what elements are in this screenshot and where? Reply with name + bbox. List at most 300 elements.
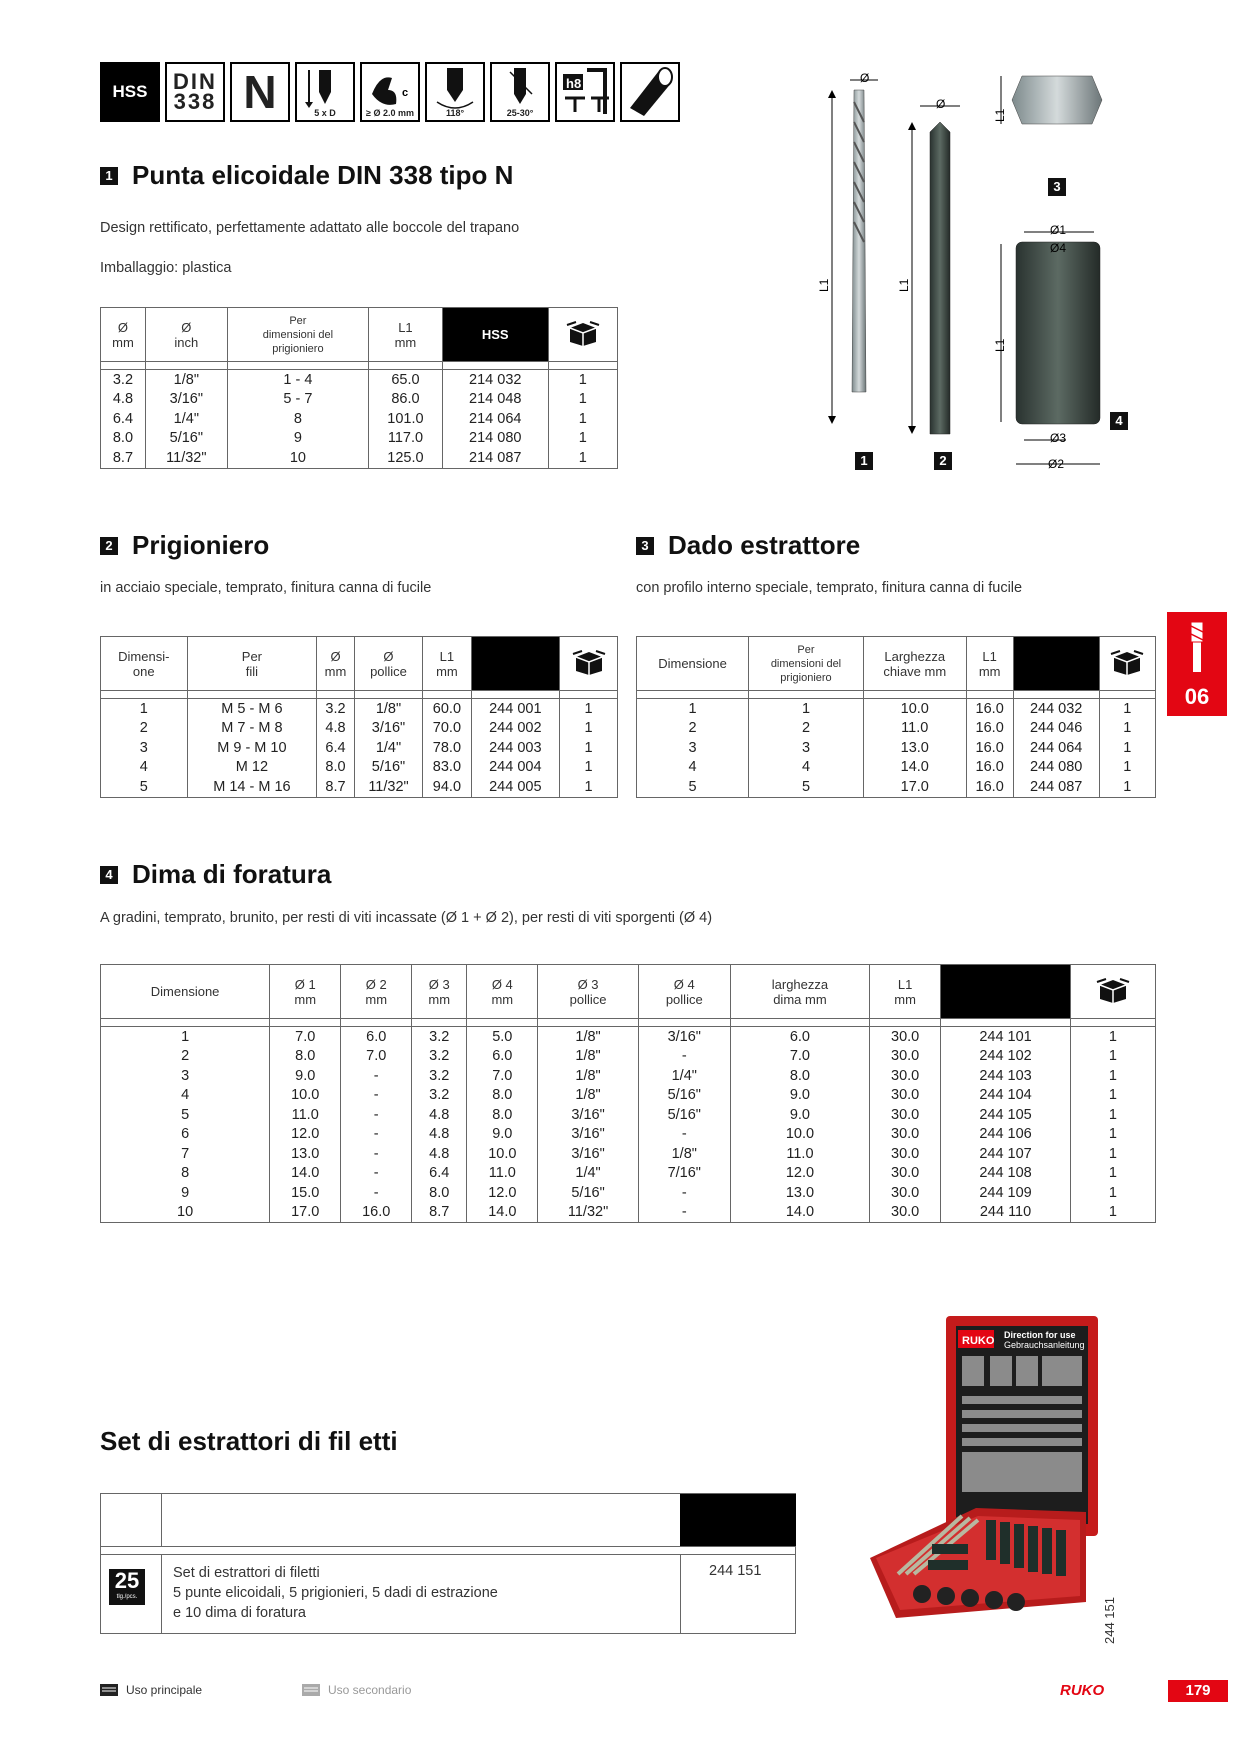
section4-cell: 9 bbox=[101, 1183, 270, 1203]
set-line-2: 5 punte elicoidali, 5 prigionieri, 5 dadi di estrazione bbox=[173, 1585, 498, 1601]
section1-cell: 86.0 bbox=[369, 390, 443, 410]
section2-cell: 1/8" bbox=[354, 699, 422, 719]
table-row bbox=[101, 1203, 1156, 1223]
set-case-photo bbox=[866, 1312, 1117, 1644]
section3-cell: 1 bbox=[637, 699, 749, 719]
set-table-header bbox=[100, 1493, 796, 1547]
section3-cell: 16.0 bbox=[966, 758, 1013, 778]
footer-brand: RUKO bbox=[1060, 1682, 1105, 1699]
section2-header-6 bbox=[560, 637, 618, 691]
section2-cell: 1/4" bbox=[354, 738, 422, 758]
table-row bbox=[101, 777, 618, 797]
primary-use-label: Uso principale bbox=[126, 1683, 203, 1697]
section3-cell: 1 bbox=[1099, 699, 1155, 719]
section4-cell: - bbox=[341, 1066, 412, 1086]
section1-packaging: Imballaggio: plastica bbox=[100, 260, 232, 276]
section4-cell: 244 109 bbox=[941, 1183, 1071, 1203]
section4-cell: 4.8 bbox=[412, 1144, 467, 1164]
section2-cell: 244 002 bbox=[471, 719, 559, 739]
section1-header-1: Ø inch bbox=[145, 308, 227, 362]
section4-cell: - bbox=[341, 1105, 412, 1125]
section1-cell: 8.0 bbox=[101, 429, 146, 449]
section2-cell: 1 bbox=[560, 738, 618, 758]
type-n-label: N bbox=[243, 66, 277, 118]
section4-cell: 3.2 bbox=[412, 1027, 467, 1047]
section4-table bbox=[100, 964, 1156, 1223]
table-row bbox=[101, 1183, 1156, 1203]
section2-cell: 1 bbox=[560, 719, 618, 739]
section4-cell: 1 bbox=[101, 1027, 270, 1047]
section4-cell: - bbox=[638, 1203, 730, 1223]
section4-cell: 1 bbox=[1070, 1105, 1155, 1125]
section2-title-text: Prigioniero bbox=[132, 530, 270, 560]
diameter-caption: ≥ Ø 2.0 mm bbox=[366, 108, 414, 118]
section4-cell: 30.0 bbox=[870, 1047, 941, 1067]
drill-diameter-label: Ø bbox=[860, 71, 870, 85]
section4-cell: 8.0 bbox=[412, 1183, 467, 1203]
drill-diameter-icon bbox=[360, 62, 420, 122]
section2-cell: 2 bbox=[101, 719, 188, 739]
section4-cell: 1 bbox=[1070, 1125, 1155, 1145]
section4-cell: 244 107 bbox=[941, 1144, 1071, 1164]
section4-title-text: Dima di foratura bbox=[132, 859, 332, 889]
section2-cell: M 9 - M 10 bbox=[187, 738, 317, 758]
section4-cell: 1 bbox=[1070, 1203, 1155, 1223]
section4-cell: 12.0 bbox=[467, 1183, 538, 1203]
section4-cell: 6.0 bbox=[341, 1027, 412, 1047]
extractor-nut-image bbox=[1012, 76, 1102, 124]
section3-cell: 3 bbox=[749, 738, 864, 758]
chapter-tab[interactable] bbox=[1167, 612, 1227, 716]
section3-cell: 16.0 bbox=[966, 699, 1013, 719]
section4-cell: 13.0 bbox=[730, 1183, 869, 1203]
section4-cell: 8.0 bbox=[730, 1066, 869, 1086]
section4-cell: 1 bbox=[1070, 1086, 1155, 1106]
hss-label: HSS bbox=[112, 82, 148, 101]
section1-cell: 10 bbox=[227, 448, 368, 468]
section4-cell: 3/16" bbox=[638, 1027, 730, 1047]
section2-header-5 bbox=[471, 637, 559, 691]
section2-header-4: L1 mm bbox=[423, 637, 471, 691]
section4-cell: 244 101 bbox=[941, 1027, 1071, 1047]
section2-description: in acciaio speciale, temprato, finitura canna di fucile bbox=[100, 580, 432, 596]
section4-cell: 7.0 bbox=[467, 1066, 538, 1086]
section4-cell: 1 bbox=[1070, 1183, 1155, 1203]
section3-number: 3 bbox=[636, 537, 654, 555]
section4-cell: 30.0 bbox=[870, 1183, 941, 1203]
table-row bbox=[101, 1125, 1156, 1145]
section4-cell: 9.0 bbox=[467, 1125, 538, 1145]
section4-cell: - bbox=[638, 1183, 730, 1203]
product-diagram bbox=[817, 62, 1150, 482]
section1-cell: 4.8 bbox=[101, 390, 146, 410]
section3-cell: 5 bbox=[637, 777, 749, 797]
type-n-icon bbox=[230, 62, 290, 122]
section1-cell: 117.0 bbox=[369, 429, 443, 449]
photo-code: 244 151 bbox=[1102, 1597, 1117, 1644]
section1-cell: 1/4" bbox=[145, 409, 227, 429]
tolerance-label: h8 bbox=[566, 76, 582, 91]
section2-header-3: Ø pollice bbox=[354, 637, 422, 691]
section1-header-3: L1 mm bbox=[369, 308, 443, 362]
section4-header-10 bbox=[1070, 965, 1155, 1019]
section4-cell: 5/16" bbox=[538, 1183, 638, 1203]
section1-table bbox=[100, 307, 618, 469]
d2-label: Ø2 bbox=[1048, 457, 1065, 471]
section3-cell: 4 bbox=[749, 758, 864, 778]
section4-cell: 12.0 bbox=[730, 1164, 869, 1184]
section4-cell: - bbox=[638, 1047, 730, 1067]
section4-cell: 15.0 bbox=[270, 1183, 341, 1203]
table-row bbox=[101, 429, 618, 449]
package-icon bbox=[1110, 649, 1144, 675]
section2-cell: M 5 - M 6 bbox=[187, 699, 317, 719]
section3-cell: 11.0 bbox=[863, 719, 966, 739]
section2-cell: 244 005 bbox=[471, 777, 559, 797]
section1-cell: 214 048 bbox=[442, 390, 548, 410]
section4-header-2: Ø 2 mm bbox=[341, 965, 412, 1019]
round-shank-icon bbox=[620, 62, 680, 122]
set-table-row bbox=[100, 1554, 796, 1634]
set-title bbox=[100, 1426, 398, 1457]
section4-cell: 12.0 bbox=[270, 1125, 341, 1145]
section4-header-0: Dimensione bbox=[101, 965, 270, 1019]
section3-header-4 bbox=[1013, 637, 1099, 691]
section4-cell: 30.0 bbox=[870, 1066, 941, 1086]
section4-cell: 6 bbox=[101, 1125, 270, 1145]
section2-cell: 4.8 bbox=[317, 719, 355, 739]
section3-cell: 17.0 bbox=[863, 777, 966, 797]
section4-cell: 11/32" bbox=[538, 1203, 638, 1223]
section4-cell: 3/16" bbox=[538, 1144, 638, 1164]
section2-number: 2 bbox=[100, 537, 118, 555]
section2-cell: 70.0 bbox=[423, 719, 471, 739]
section4-cell: 10 bbox=[101, 1203, 270, 1223]
section2-cell: 94.0 bbox=[423, 777, 471, 797]
section4-header-7: larghezza dima mm bbox=[730, 965, 869, 1019]
din-number: 338 bbox=[173, 89, 217, 114]
table-row bbox=[101, 370, 618, 390]
section3-header-2: Larghezza chiave mm bbox=[863, 637, 966, 691]
set-title-text: Set di estrattori di fil etti bbox=[100, 1426, 398, 1456]
section1-cell: 1 bbox=[548, 409, 617, 429]
section4-cell: 9.0 bbox=[270, 1066, 341, 1086]
set-line-1: Set di estrattori di filetti bbox=[173, 1565, 320, 1581]
set-case-svg bbox=[866, 1312, 1117, 1644]
section1-cell: 1 bbox=[548, 448, 617, 468]
din-338-icon bbox=[165, 62, 225, 122]
section4-cell: 3/16" bbox=[538, 1125, 638, 1145]
section1-cell: 1 bbox=[548, 390, 617, 410]
diagram-number-2: 2 bbox=[934, 452, 952, 470]
section4-header-3: Ø 3 mm bbox=[412, 965, 467, 1019]
diameter-letter: c bbox=[402, 87, 409, 99]
section4-cell: 6.4 bbox=[412, 1164, 467, 1184]
hss-icon bbox=[100, 62, 160, 122]
section3-header-0: Dimensione bbox=[637, 637, 749, 691]
section1-cell: 9 bbox=[227, 429, 368, 449]
drill-l1-label: L1 bbox=[817, 278, 831, 292]
section3-cell: 16.0 bbox=[966, 738, 1013, 758]
section4-cell: - bbox=[341, 1183, 412, 1203]
section2-cell: 3/16" bbox=[354, 719, 422, 739]
section4-cell: 6.0 bbox=[467, 1047, 538, 1067]
angle-caption: 118° bbox=[445, 108, 465, 118]
section4-cell: 3 bbox=[101, 1066, 270, 1086]
section3-cell: 4 bbox=[637, 758, 749, 778]
pieces-unit: tlg./pcs. bbox=[116, 1594, 138, 1600]
section2-cell: 1 bbox=[560, 758, 618, 778]
section4-cell: 4 bbox=[101, 1086, 270, 1106]
section3-cell: 13.0 bbox=[863, 738, 966, 758]
section4-cell: 6.0 bbox=[730, 1027, 869, 1047]
table-row bbox=[637, 738, 1156, 758]
section3-cell: 3 bbox=[637, 738, 749, 758]
section2-cell: 6.4 bbox=[317, 738, 355, 758]
section4-cell: 7 bbox=[101, 1144, 270, 1164]
section4-cell: 244 102 bbox=[941, 1047, 1071, 1067]
stud-image bbox=[930, 122, 950, 434]
section1-cell: 214 080 bbox=[442, 429, 548, 449]
section4-cell: 8.0 bbox=[467, 1105, 538, 1125]
section4-cell: 30.0 bbox=[870, 1164, 941, 1184]
section1-cell: 3.2 bbox=[101, 370, 146, 390]
table-row bbox=[101, 699, 618, 719]
section1-header-4: HSS bbox=[442, 308, 548, 362]
section4-cell: 5.0 bbox=[467, 1027, 538, 1047]
section4-cell: 4.8 bbox=[412, 1105, 467, 1125]
package-icon bbox=[566, 320, 600, 346]
section4-cell: 9.0 bbox=[730, 1105, 869, 1125]
table-row bbox=[101, 719, 618, 739]
length-caption: 5 x D bbox=[314, 108, 336, 118]
section1-cell: 125.0 bbox=[369, 448, 443, 468]
section1-header-2: Per dimensioni del prigioniero bbox=[227, 308, 368, 362]
set-col-divider bbox=[161, 1494, 162, 1546]
section2-header-1: Per fili bbox=[187, 637, 317, 691]
section2-cell: 11/32" bbox=[354, 777, 422, 797]
table-row bbox=[101, 1066, 1156, 1086]
section4-cell: 30.0 bbox=[870, 1086, 941, 1106]
section4-cell: - bbox=[638, 1125, 730, 1145]
section3-cell: 244 064 bbox=[1013, 738, 1099, 758]
section2-cell: 3.2 bbox=[317, 699, 355, 719]
drill-length-icon bbox=[295, 62, 355, 122]
section4-cell: 10.0 bbox=[270, 1086, 341, 1106]
footer-secondary-use bbox=[302, 1682, 411, 1698]
table-row bbox=[101, 1047, 1156, 1067]
section3-cell: 14.0 bbox=[863, 758, 966, 778]
set-col-divider-3 bbox=[680, 1555, 681, 1633]
section3-table bbox=[636, 636, 1156, 798]
table-row bbox=[101, 1105, 1156, 1125]
helix-angle-icon bbox=[490, 62, 550, 122]
section4-cell: 3.2 bbox=[412, 1066, 467, 1086]
section3-cell: 2 bbox=[749, 719, 864, 739]
primary-use-icon bbox=[100, 1682, 118, 1698]
section1-cell: 11/32" bbox=[145, 448, 227, 468]
pieces-count: 25 bbox=[114, 1568, 140, 1593]
section4-cell: 1/8" bbox=[538, 1086, 638, 1106]
section1-cell: 1/8" bbox=[145, 370, 227, 390]
chapter-number: 06 bbox=[1184, 684, 1210, 709]
section1-cell: 101.0 bbox=[369, 409, 443, 429]
section4-cell: 30.0 bbox=[870, 1027, 941, 1047]
footer-primary-use bbox=[100, 1682, 202, 1698]
table-row bbox=[101, 1144, 1156, 1164]
section4-cell: 4.8 bbox=[412, 1125, 467, 1145]
section4-description: A gradini, temprato, brunito, per resti di viti incassate (Ø 1 + Ø 2), per resti di viti sporgenti (Ø 4) bbox=[100, 910, 713, 926]
section4-cell: 244 106 bbox=[941, 1125, 1071, 1145]
section2-cell: M 14 - M 16 bbox=[187, 777, 317, 797]
section4-title bbox=[100, 859, 331, 890]
section2-header-2: Ø mm bbox=[317, 637, 355, 691]
section4-cell: 30.0 bbox=[870, 1203, 941, 1223]
pieces-badge bbox=[109, 1569, 145, 1605]
drill-template-image bbox=[1016, 242, 1100, 424]
section4-cell: - bbox=[341, 1164, 412, 1184]
section4-cell: 5/16" bbox=[638, 1105, 730, 1125]
section4-cell: 16.0 bbox=[341, 1203, 412, 1223]
section4-cell: 10.0 bbox=[467, 1144, 538, 1164]
section4-cell: 1/8" bbox=[638, 1144, 730, 1164]
section4-cell: 14.0 bbox=[730, 1203, 869, 1223]
round-shank-svg bbox=[622, 64, 678, 120]
section2-cell: 8.0 bbox=[317, 758, 355, 778]
section3-cell: 16.0 bbox=[966, 777, 1013, 797]
section4-cell: 244 104 bbox=[941, 1086, 1071, 1106]
section4-cell: 1 bbox=[1070, 1027, 1155, 1047]
section4-cell: 7.0 bbox=[270, 1027, 341, 1047]
section1-number: 1 bbox=[100, 167, 118, 185]
section1-cell: 5/16" bbox=[145, 429, 227, 449]
section1-cell: 1 - 4 bbox=[227, 370, 368, 390]
section2-cell: 244 004 bbox=[471, 758, 559, 778]
section2-cell: 5/16" bbox=[354, 758, 422, 778]
section4-cell: 1 bbox=[1070, 1047, 1155, 1067]
section4-cell: 1/8" bbox=[538, 1047, 638, 1067]
section3-cell: 244 080 bbox=[1013, 758, 1099, 778]
section4-cell: 1 bbox=[1070, 1164, 1155, 1184]
case-label-1: Direction for use bbox=[1004, 1330, 1076, 1340]
section3-title bbox=[636, 530, 860, 561]
section1-header-0: Ø mm bbox=[101, 308, 146, 362]
section3-cell: 1 bbox=[749, 699, 864, 719]
package-icon bbox=[572, 649, 606, 675]
section4-cell: 8.7 bbox=[412, 1203, 467, 1223]
section4-cell: 9.0 bbox=[730, 1086, 869, 1106]
section4-cell: 11.0 bbox=[730, 1144, 869, 1164]
section3-cell: 10.0 bbox=[863, 699, 966, 719]
section3-description: con profilo interno speciale, temprato, finitura canna di fucile bbox=[636, 580, 1023, 596]
section2-cell: 1 bbox=[560, 699, 618, 719]
section1-cell: 3/16" bbox=[145, 390, 227, 410]
table-row bbox=[637, 777, 1156, 797]
section2-title bbox=[100, 530, 269, 561]
section3-cell: 1 bbox=[1099, 777, 1155, 797]
section2-cell: 3 bbox=[101, 738, 188, 758]
section4-cell: - bbox=[341, 1125, 412, 1145]
section3-header-5 bbox=[1099, 637, 1155, 691]
section4-cell: 7.0 bbox=[341, 1047, 412, 1067]
section4-cell: 1/4" bbox=[638, 1066, 730, 1086]
section3-cell: 16.0 bbox=[966, 719, 1013, 739]
section4-cell: 244 108 bbox=[941, 1164, 1071, 1184]
table-row bbox=[101, 738, 618, 758]
section2-cell: 5 bbox=[101, 777, 188, 797]
section2-cell: 244 003 bbox=[471, 738, 559, 758]
set-line-3: e 10 dima di foratura bbox=[173, 1605, 306, 1621]
table-row bbox=[101, 390, 618, 410]
section4-cell: - bbox=[341, 1144, 412, 1164]
section2-cell: 60.0 bbox=[423, 699, 471, 719]
section1-cell: 5 - 7 bbox=[227, 390, 368, 410]
section4-cell: 14.0 bbox=[270, 1164, 341, 1184]
section2-header-0: Dimensi- one bbox=[101, 637, 188, 691]
set-table bbox=[100, 1493, 796, 1634]
template-l1-label: L1 bbox=[993, 338, 1007, 352]
section4-cell: 1/4" bbox=[538, 1164, 638, 1184]
section4-cell: 3.2 bbox=[412, 1047, 467, 1067]
section3-cell: 2 bbox=[637, 719, 749, 739]
section2-cell: 1 bbox=[560, 777, 618, 797]
set-code: 244 151 bbox=[709, 1563, 762, 1579]
section2-cell: 83.0 bbox=[423, 758, 471, 778]
section2-cell: M 7 - M 8 bbox=[187, 719, 317, 739]
section2-cell: 78.0 bbox=[423, 738, 471, 758]
section4-cell: 11.0 bbox=[270, 1105, 341, 1125]
section4-header-1: Ø 1 mm bbox=[270, 965, 341, 1019]
section4-cell: 17.0 bbox=[270, 1203, 341, 1223]
section4-cell: 1/8" bbox=[538, 1066, 638, 1086]
section4-cell: 3.2 bbox=[412, 1086, 467, 1106]
section2-cell: 8.7 bbox=[317, 777, 355, 797]
section4-header-6: Ø 4 pollice bbox=[638, 965, 730, 1019]
section4-cell: 13.0 bbox=[270, 1144, 341, 1164]
diagram-number-3: 3 bbox=[1048, 178, 1066, 196]
section1-cell: 1 bbox=[548, 370, 617, 390]
product-icon-strip bbox=[100, 62, 680, 122]
section2-cell: 244 001 bbox=[471, 699, 559, 719]
d3-label: Ø3 bbox=[1050, 431, 1067, 445]
section4-cell: 8.0 bbox=[270, 1047, 341, 1067]
secondary-use-icon bbox=[302, 1682, 320, 1698]
section4-cell: 244 110 bbox=[941, 1203, 1071, 1223]
table-row bbox=[637, 719, 1156, 739]
section4-cell: 5 bbox=[101, 1105, 270, 1125]
section4-header-9 bbox=[941, 965, 1071, 1019]
section1-cell: 8.7 bbox=[101, 448, 146, 468]
point-angle-icon bbox=[425, 62, 485, 122]
section4-cell: 2 bbox=[101, 1047, 270, 1067]
section2-cell: 1 bbox=[101, 699, 188, 719]
section4-header-5: Ø 3 pollice bbox=[538, 965, 638, 1019]
set-col-divider-2 bbox=[161, 1555, 162, 1633]
section3-cell: 1 bbox=[1099, 719, 1155, 739]
section3-cell: 244 046 bbox=[1013, 719, 1099, 739]
section3-cell: 1 bbox=[1099, 758, 1155, 778]
package-icon bbox=[1096, 977, 1130, 1003]
section4-header-8: L1 mm bbox=[870, 965, 941, 1019]
section4-cell: 8.0 bbox=[467, 1086, 538, 1106]
section1-cell: 214 064 bbox=[442, 409, 548, 429]
tolerance-svg bbox=[557, 64, 613, 120]
diagram-number-4: 4 bbox=[1110, 412, 1128, 430]
section3-title-text: Dado estrattore bbox=[668, 530, 861, 560]
stud-diameter-label: Ø bbox=[936, 97, 946, 111]
section4-cell: 14.0 bbox=[467, 1203, 538, 1223]
section4-cell: 5/16" bbox=[638, 1086, 730, 1106]
